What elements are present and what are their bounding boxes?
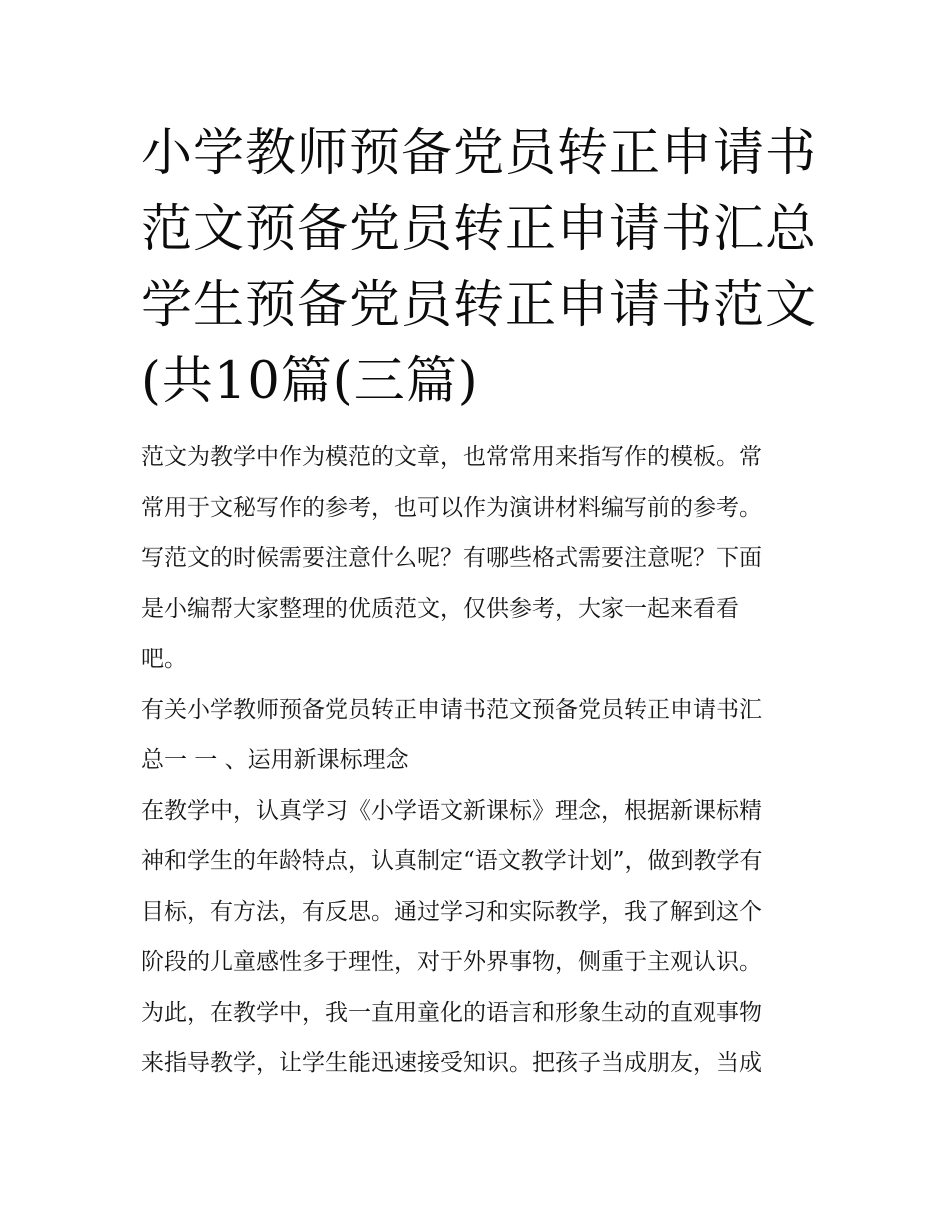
text-line: 阶段的儿童感性多于理性，对于外界事物，侧重于主观认识。	[141, 949, 762, 975]
text-line: 常用于文秘写作的参考，也可以作为演讲材料编写前的参考。	[141, 494, 762, 521]
title-line: 小学教师预备党员转正申请书	[141, 124, 818, 183]
title-line: 学生预备党员转正申请书范文	[141, 276, 818, 335]
text-line: 在教学中，认真学习《小学语文新课标》理念，根据新课标精	[141, 797, 762, 824]
document-title	[141, 116, 818, 420]
document-body	[141, 116, 818, 1089]
text-line: 写范文的时候需要注意什么呢？有哪些格式需要注意呢？下面	[141, 545, 762, 571]
text-line: 为此，在教学中，我一直用童化的语言和形象生动的直观事物	[141, 999, 762, 1026]
intro-paragraph	[141, 432, 813, 685]
title-line: (共10篇(三篇)	[141, 352, 479, 411]
text-line: 神和学生的年龄特点，认真制定“语文教学计划”，做到教学有	[141, 848, 763, 874]
text-line: 来指导教学，让学生能迅速接受知识。把孩子当成朋友，当成	[141, 1050, 762, 1076]
text-line: 是小编帮大家整理的优质范文，仅供参考，大家一起来看看	[141, 595, 739, 622]
text-line: 吧。	[141, 646, 187, 672]
text-line: 有关小学教师预备党员转正申请书范文预备党员转正申请书汇	[141, 696, 762, 723]
text-line: 范文为教学中作为模范的文章，也常常用来指写作的模板。常	[141, 444, 762, 470]
body-paragraph	[141, 786, 813, 1089]
title-line: 范文预备党员转正申请书汇总	[141, 200, 818, 259]
text-line: 总一 一 、运用新课标理念	[141, 747, 409, 773]
text-line: 目标，有方法，有反思。通过学习和实际教学，我了解到这个	[141, 898, 762, 925]
section-heading-paragraph	[141, 685, 813, 786]
